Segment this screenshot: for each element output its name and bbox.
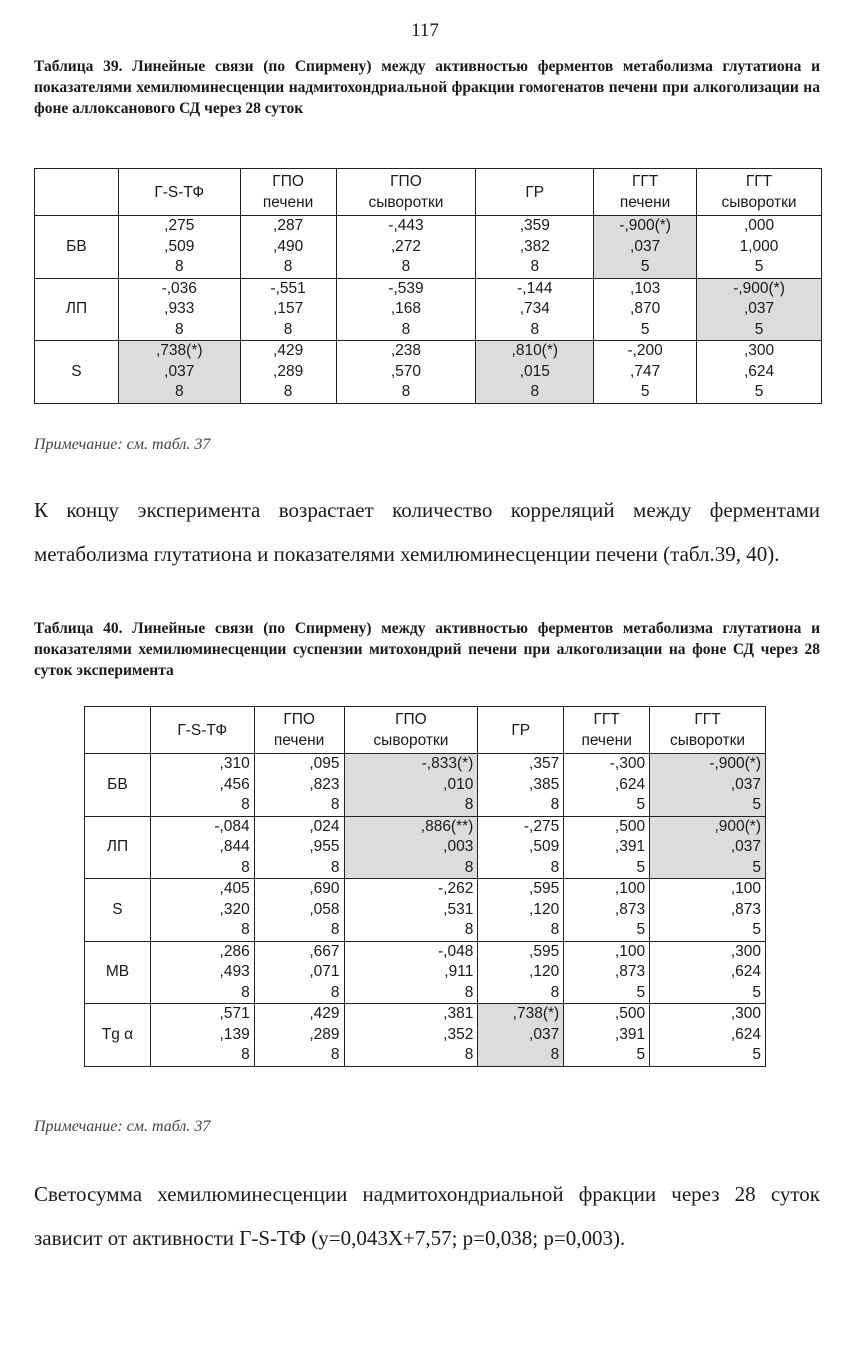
correlation-coefficient: ,595 [529, 880, 560, 897]
table-cell [564, 816, 650, 879]
column-header-line: сыворотки [368, 194, 444, 211]
correlation-coefficient: ,738(*) [155, 342, 203, 359]
column-header-line: ГПО [272, 173, 304, 190]
column-header [594, 169, 697, 216]
correlation-coefficient: -,900(*) [733, 279, 785, 297]
p-value: ,071 [309, 963, 340, 980]
sample-size: 5 [752, 796, 761, 813]
p-value: ,003 [443, 838, 474, 855]
table-row [35, 341, 822, 404]
p-value: ,168 [390, 300, 422, 317]
correlation-coefficient: -,900(*) [709, 755, 761, 772]
correlation-coefficient: ,429 [273, 342, 304, 359]
sample-size: 5 [640, 258, 650, 275]
p-value: ,010 [443, 775, 474, 793]
table-cell [697, 341, 822, 404]
p-value: ,870 [630, 300, 661, 317]
table-cell [118, 278, 240, 341]
column-header [240, 169, 336, 216]
p-value: ,037 [730, 775, 761, 793]
table-cell [650, 1004, 766, 1067]
sample-size: 5 [754, 258, 764, 275]
table-cell-significant [697, 278, 822, 341]
table-cell [150, 941, 254, 1004]
p-value: ,624 [730, 1025, 761, 1043]
column-header [697, 169, 822, 216]
sample-size: 5 [636, 1046, 646, 1063]
correlation-coefficient: ,095 [309, 755, 340, 772]
sample-size: 8 [550, 983, 560, 1001]
p-value: ,037 [164, 362, 195, 380]
column-header-line: сыворотки [670, 732, 746, 749]
sample-size: 8 [464, 796, 474, 813]
correlation-coefficient: -,900(*) [619, 217, 671, 234]
row-label: ЛП [85, 816, 151, 879]
correlation-coefficient: ,429 [309, 1005, 340, 1022]
correlation-coefficient: -,144 [517, 279, 553, 297]
column-header-line: печени [262, 194, 314, 211]
row-label: ЛП [35, 278, 119, 341]
p-value: ,873 [614, 963, 646, 980]
correlation-coefficient: ,238 [390, 342, 422, 359]
correlation-coefficient: -,036 [161, 279, 197, 297]
column-header-line: Г-S-ТФ [154, 183, 205, 201]
table-cell [254, 879, 344, 942]
row-label: БВ [85, 754, 151, 817]
table-cell [118, 216, 240, 279]
sample-size: 8 [464, 1046, 474, 1063]
table-cell-significant [118, 341, 240, 404]
sample-size: 8 [330, 1046, 340, 1063]
row-label: S [35, 341, 119, 404]
p-value: ,120 [529, 963, 560, 980]
column-header [254, 707, 344, 754]
sample-size: 8 [174, 383, 184, 400]
table-cell [240, 278, 336, 341]
table-cell [478, 754, 564, 817]
sample-size: 8 [550, 921, 560, 938]
table-40-caption: Таблица 40. Линейные связи (по Спирмену) между активностью ферментов метаболизма глутатиона и показателями хемилюминесценции суспензии митохондрий печени при алкоголизации на фоне СД через 28 суток эксперимента [34, 620, 820, 679]
table-cell-significant [344, 754, 478, 817]
table-cell [344, 1004, 478, 1067]
row-label: Tg α [85, 1004, 151, 1067]
table-row [35, 216, 822, 279]
table-cell [476, 278, 594, 341]
p-value: ,911 [444, 963, 474, 980]
correlation-coefficient: ,275 [164, 217, 195, 234]
table-cell [564, 879, 650, 942]
sample-size: 8 [330, 858, 340, 876]
column-header [650, 707, 766, 754]
correlation-coefficient: -,833(*) [421, 755, 474, 772]
p-value: ,747 [630, 362, 661, 380]
table-cell [254, 941, 344, 1004]
sample-size: 8 [401, 258, 411, 275]
column-header-line: ГР [511, 721, 531, 739]
table-cell [254, 1004, 344, 1067]
p-value: ,058 [309, 900, 340, 918]
p-value: ,120 [529, 900, 560, 918]
correlation-coefficient: ,381 [443, 1005, 474, 1022]
table-cell [697, 216, 822, 279]
table-header-row [85, 707, 766, 754]
p-value: ,509 [529, 838, 560, 855]
table-cell [564, 1004, 650, 1067]
correlation-coefficient: ,571 [219, 1005, 250, 1022]
sample-size: 5 [636, 796, 646, 813]
p-value: ,624 [614, 775, 646, 793]
correlation-coefficient: ,300 [743, 342, 775, 359]
table-cell [336, 341, 476, 404]
sample-size: 8 [550, 858, 560, 876]
sample-size: 8 [174, 320, 184, 338]
p-value: ,015 [519, 362, 550, 380]
correlation-coefficient: ,500 [614, 817, 646, 835]
table-cell [564, 754, 650, 817]
corner-cell [85, 707, 151, 754]
p-value: ,873 [614, 900, 646, 918]
p-value: ,289 [273, 362, 304, 380]
page-number: 117 [411, 20, 439, 41]
correlation-coefficient: -,084 [214, 817, 250, 835]
column-header-line: Г-S-ТФ [177, 721, 228, 739]
table-cell-significant [478, 1004, 564, 1067]
table-cell [476, 216, 594, 279]
column-header [476, 169, 594, 216]
p-value: ,570 [390, 362, 422, 380]
table-40-note: Примечание: см. табл. 37 [34, 1118, 211, 1135]
sample-size: 5 [640, 383, 650, 400]
table-cell [336, 278, 476, 341]
correlation-coefficient: ,359 [519, 217, 550, 234]
correlation-coefficient: ,900(*) [714, 817, 761, 835]
sample-size: 5 [754, 320, 764, 338]
sample-size: 5 [640, 320, 650, 338]
table-40 [84, 706, 766, 1067]
correlation-coefficient: ,405 [219, 880, 250, 897]
p-value: ,037 [743, 300, 775, 317]
table-header-row [35, 169, 822, 216]
sample-size: 8 [530, 258, 540, 275]
p-value: ,509 [164, 237, 195, 255]
sample-size: 8 [330, 796, 340, 813]
correlation-coefficient: ,300 [730, 1005, 761, 1022]
sample-size: 8 [241, 983, 250, 1001]
sample-size: 8 [401, 383, 411, 400]
sample-size: 8 [330, 921, 340, 938]
column-header-line: ГГТ [631, 173, 659, 190]
table-cell [650, 941, 766, 1004]
correlation-coefficient: -,262 [437, 880, 474, 897]
table-cell [478, 816, 564, 879]
table-cell [150, 816, 254, 879]
correlation-coefficient: ,667 [309, 942, 340, 960]
sample-size: 8 [550, 796, 560, 813]
correlation-coefficient: ,287 [273, 217, 304, 234]
row-label: S [85, 879, 151, 942]
row-label: БВ [35, 216, 119, 279]
table-39 [34, 168, 822, 404]
sample-size: 8 [401, 320, 411, 338]
sample-size: 5 [752, 983, 761, 1001]
table-cell [336, 216, 476, 279]
table-cell [240, 216, 336, 279]
sample-size: 8 [464, 983, 474, 1001]
sample-size: 5 [636, 921, 646, 938]
table-row [85, 816, 766, 879]
column-header-line: ГПО [283, 711, 315, 728]
p-value: ,157 [273, 300, 304, 317]
table-39-note: Примечание: см. табл. 37 [34, 436, 211, 453]
p-value: ,037 [630, 237, 661, 255]
p-value: ,382 [519, 237, 550, 255]
table-cell [344, 941, 478, 1004]
table-39-caption: Таблица 39. Линейные связи (по Спирмену) между активностью ферментов метаболизма глутатиона и показателями хемилюминесценции надмитохондриальной фракции гомогенатов печени при алкоголизации на фоне аллоксанового СД через 28 суток [34, 58, 820, 117]
sample-size: 5 [754, 383, 764, 400]
table-cell-significant [344, 816, 478, 879]
correlation-coefficient: -,048 [437, 942, 474, 960]
table-cell-significant [476, 341, 594, 404]
correlation-coefficient: -,551 [270, 279, 306, 297]
p-value: ,385 [529, 775, 560, 793]
p-value: ,037 [730, 838, 761, 855]
column-header-line: ГГТ [745, 173, 773, 190]
table-cell [478, 879, 564, 942]
p-value: ,624 [730, 963, 761, 980]
table-cell [478, 941, 564, 1004]
column-header [344, 707, 478, 754]
p-value: ,624 [743, 362, 775, 380]
table-cell [150, 1004, 254, 1067]
p-value: ,493 [219, 963, 250, 980]
correlation-coefficient: ,500 [614, 1005, 646, 1022]
column-header-line: печени [581, 732, 632, 749]
column-header-line: сыворотки [721, 194, 797, 211]
correlation-coefficient: ,000 [743, 217, 775, 234]
p-value: ,352 [443, 1025, 474, 1043]
p-value: ,823 [309, 775, 340, 793]
column-header [118, 169, 240, 216]
column-header [564, 707, 650, 754]
table-cell [150, 879, 254, 942]
column-header-line: ГР [525, 183, 545, 201]
sample-size: 5 [636, 858, 646, 876]
correlation-coefficient: ,300 [730, 942, 761, 960]
p-value: ,289 [309, 1025, 340, 1043]
p-value: ,955 [309, 838, 340, 855]
corner-cell [35, 169, 119, 216]
sample-size: 5 [752, 1046, 761, 1063]
column-header-line: печени [273, 732, 325, 749]
table-row [85, 754, 766, 817]
table-cell [240, 341, 336, 404]
column-header-line: сыворотки [373, 732, 449, 749]
sample-size: 5 [636, 983, 646, 1001]
column-header-line: ГПО [395, 711, 427, 728]
table-row [85, 879, 766, 942]
correlation-coefficient: ,100 [614, 880, 646, 897]
correlation-coefficient: ,738(*) [512, 1005, 560, 1022]
column-header-line: ГГТ [694, 711, 721, 728]
table-cell [564, 941, 650, 1004]
p-value: ,490 [273, 237, 304, 255]
sample-size: 8 [241, 858, 250, 876]
table-cell [650, 879, 766, 942]
table-cell [254, 816, 344, 879]
sample-size: 8 [530, 320, 540, 338]
p-value: ,873 [730, 900, 761, 918]
sample-size: 8 [283, 258, 293, 275]
correlation-coefficient: ,595 [529, 942, 560, 960]
correlation-coefficient: ,310 [219, 755, 250, 772]
row-label: МВ [85, 941, 151, 1004]
table-cell [594, 341, 697, 404]
p-value: ,844 [219, 838, 250, 855]
table-row [85, 1004, 766, 1067]
column-header-line: ГГТ [593, 711, 620, 728]
sample-size: 8 [550, 1046, 560, 1063]
column-header-line: печени [619, 194, 671, 211]
column-header [478, 707, 564, 754]
correlation-coefficient: -,300 [609, 755, 646, 772]
correlation-coefficient: -,275 [523, 817, 560, 835]
correlation-coefficient: ,690 [309, 880, 340, 897]
table-cell [150, 754, 254, 817]
table-cell [254, 754, 344, 817]
sample-size: 8 [330, 983, 340, 1001]
column-header-line: ГПО [390, 173, 422, 190]
p-value: ,139 [219, 1025, 250, 1043]
sample-size: 8 [241, 921, 250, 938]
sample-size: 5 [752, 921, 761, 938]
p-value: ,531 [443, 900, 474, 918]
p-value: ,272 [390, 237, 422, 255]
p-value: ,391 [614, 838, 646, 855]
sample-size: 8 [283, 320, 293, 338]
p-value: ,037 [529, 1025, 560, 1043]
p-value: ,456 [219, 775, 250, 793]
correlation-coefficient: ,024 [309, 817, 340, 835]
sample-size: 8 [241, 1046, 250, 1063]
p-value: 1,000 [739, 237, 779, 255]
sample-size: 5 [752, 858, 761, 876]
table-cell-significant [594, 216, 697, 279]
correlation-coefficient: ,286 [219, 942, 250, 960]
correlation-coefficient: ,100 [730, 880, 761, 897]
sample-size: 8 [174, 258, 184, 275]
correlation-coefficient: -,443 [388, 217, 424, 234]
p-value: ,391 [614, 1025, 646, 1043]
paragraph-2: Светосумма хемилюминесценции надмитохондриальной фракции через 28 суток зависит от активности Г-S-ТФ (y=0,043X+7,57; p=0,038; p=0,003). [34, 1182, 820, 1250]
correlation-coefficient: ,100 [614, 942, 646, 960]
p-value: ,734 [519, 300, 550, 317]
table-cell [344, 879, 478, 942]
correlation-coefficient: -,539 [388, 279, 424, 297]
table-cell [594, 278, 697, 341]
table-cell-significant [650, 816, 766, 879]
table-row [85, 941, 766, 1004]
sample-size: 8 [530, 383, 540, 400]
paragraph-1: К концу эксперимента возрастает количество корреляций между ферментами метаболизма глутатиона и показателями хемилюминесценции печени (табл.39, 40). [34, 498, 820, 566]
column-header [150, 707, 254, 754]
p-value: ,933 [164, 300, 195, 317]
correlation-coefficient: ,810(*) [511, 342, 559, 359]
correlation-coefficient: ,357 [529, 755, 560, 772]
table-row [35, 278, 822, 341]
table-cell-significant [650, 754, 766, 817]
p-value: ,320 [219, 900, 250, 918]
correlation-coefficient: ,103 [630, 279, 661, 297]
column-header [336, 169, 476, 216]
correlation-coefficient: -,200 [627, 342, 663, 359]
sample-size: 8 [283, 383, 293, 400]
correlation-coefficient: ,886(**) [420, 817, 474, 835]
sample-size: 8 [464, 858, 474, 876]
sample-size: 8 [241, 796, 250, 813]
sample-size: 8 [464, 921, 474, 938]
